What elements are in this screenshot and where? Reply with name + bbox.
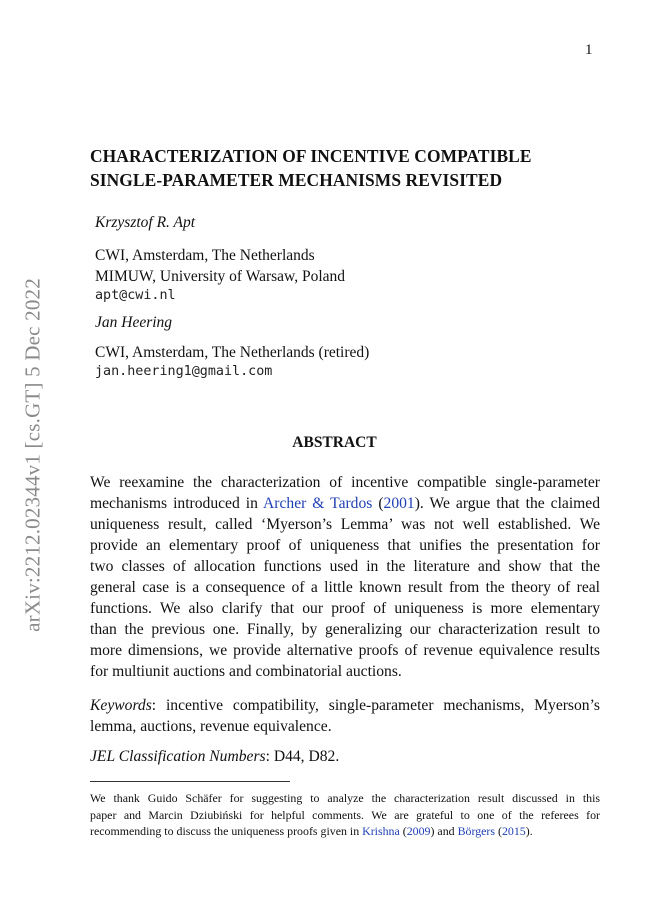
abstract-text: ). We argue that the claimed: [414, 495, 601, 512]
abstract-line: general case is a consequence of a little known result from the theory of real: [90, 579, 600, 596]
author-email[interactable]: jan.heering1@gmail.com: [95, 364, 273, 379]
title-line: SINGLE-PARAMETER MECHANISMS REVISITED: [90, 170, 503, 190]
abstract-line: [90, 493, 600, 514]
abstract-line: provide an elementary proof of uniqueness that unifies the presentation for: [90, 537, 600, 554]
footnote: [90, 790, 600, 840]
keywords-label: Keywords: [90, 697, 152, 714]
abstract-text: (: [372, 495, 384, 512]
abstract-line: for multiunit auctions and combinatorial auctions.: [90, 663, 402, 680]
author-name: Krzysztof R. Apt: [95, 214, 196, 231]
jel-value: : D44, D82.: [265, 748, 340, 765]
paper-title: [90, 144, 610, 192]
abstract-line: two classes of allocation functions used in the literature and show that the: [90, 558, 600, 575]
footnote-text: (: [399, 824, 407, 838]
footnote-line: [90, 823, 600, 840]
abstract-line: functions. We also clarify that our proof of uniqueness is more elementary: [90, 600, 600, 617]
abstract-heading: ABSTRACT: [292, 434, 377, 451]
abstract-text: mechanisms introduced in: [90, 495, 264, 512]
abstract-line: more dimensions, we provide alternative proofs of revenue equivalence results: [90, 642, 600, 659]
citation-link[interactable]: Krishna: [362, 824, 400, 838]
citation-link[interactable]: Börgers: [457, 824, 496, 838]
jel-line: [90, 746, 600, 767]
citation-year-link[interactable]: 2009: [406, 824, 431, 838]
author-affiliations: [95, 342, 369, 363]
keywords-text: : incentive compatibility, single-parameter mechanisms, Myerson’s: [151, 697, 600, 714]
keywords: [90, 695, 600, 737]
citation-year-link[interactable]: 2015: [501, 824, 526, 838]
footnote-text: (: [495, 824, 502, 838]
keywords-line: lemma, auctions, revenue equivalence.: [90, 718, 332, 735]
arxiv-identifier: arXiv:2212.02344v1 [cs.GT] 5 Dec 2022: [20, 278, 45, 632]
citation-link[interactable]: Archer & Tardos: [263, 495, 373, 512]
author-affiliations: [95, 245, 345, 287]
footnote-text: ).: [525, 824, 533, 838]
footnote-text: ) and: [430, 824, 458, 838]
author-email[interactable]: apt@cwi.nl: [95, 288, 176, 303]
abstract-body: [90, 472, 600, 682]
title-line: CHARACTERIZATION OF INCENTIVE COMPATIBLE: [90, 146, 532, 166]
citation-year-link[interactable]: 2001: [383, 495, 415, 512]
jel-classification: [90, 746, 600, 767]
page-number: 1: [585, 42, 593, 58]
footnote-text: recommending to discuss the uniqueness proofs given in: [90, 824, 363, 838]
footnote-line: paper and Marcin Dziubiński for helpful comments. We are grateful to one of the referees for: [90, 807, 600, 822]
affiliation: MIMUW, University of Warsaw, Poland: [95, 268, 346, 285]
abstract-line: uniqueness result, called ‘Myerson’s Lemma’ was not well established. We: [90, 516, 600, 533]
jel-label: JEL Classification Numbers: [90, 748, 266, 765]
keywords-line: [90, 695, 600, 716]
abstract-line: than the previous one. Finally, by generalizing our characterization result to: [90, 621, 600, 638]
affiliation: CWI, Amsterdam, The Netherlands: [95, 247, 315, 264]
abstract-line: We reexamine the characterization of incentive compatible single-parameter: [90, 474, 600, 491]
affiliation: CWI, Amsterdam, The Netherlands (retired): [95, 344, 370, 361]
footnote-divider: [90, 781, 290, 782]
footnote-line: We thank Guido Schäfer for suggesting to analyze the characterization result discussed in this: [90, 791, 600, 805]
author-name: Jan Heering: [95, 314, 173, 331]
